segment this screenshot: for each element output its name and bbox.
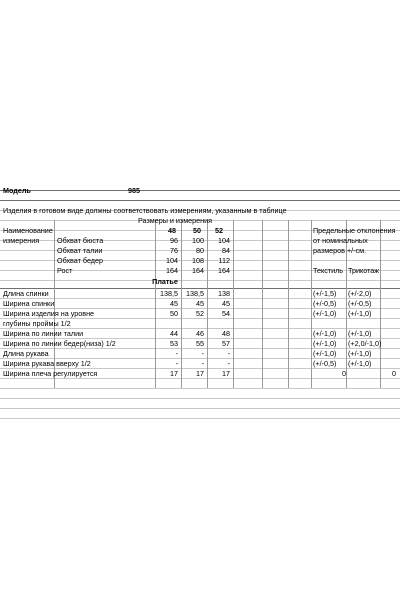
size-50-value: 46 <box>196 329 204 338</box>
garment-row-name: Ширина изделия на уровне <box>3 309 95 318</box>
grid-row-line <box>0 200 400 201</box>
size-50-value: 164 <box>192 266 204 275</box>
knit-tolerance: (+/-1,0) <box>348 359 372 368</box>
knit-tolerance: (+/-1,0) <box>348 349 372 358</box>
textile-tolerance: (+/-1,0) <box>313 309 337 318</box>
size-48-value: 96 <box>170 236 178 245</box>
name-header-line2: измерения <box>3 236 40 245</box>
grid-column-line <box>288 220 289 388</box>
size-50-value: 45 <box>196 299 204 308</box>
size-52-value: 54 <box>222 309 230 318</box>
section-title: Платье <box>152 277 178 286</box>
size-48-value: 17 <box>170 369 178 378</box>
grid-row-line <box>0 398 400 399</box>
size-50-header: 50 <box>193 226 201 235</box>
deviation-header-line1: Предельные отклонения <box>313 226 396 235</box>
garment-row-name: глубины проймы 1/2 <box>3 319 71 328</box>
size-50-value: 138,5 <box>186 289 204 298</box>
size-52-value: 104 <box>218 236 230 245</box>
textile-tolerance: (+/-1,0) <box>313 349 337 358</box>
size-48-value: 50 <box>170 309 178 318</box>
size-50-value: 52 <box>196 309 204 318</box>
size-50-value: 55 <box>196 339 204 348</box>
knit-tolerance: (+/-2,0) <box>348 289 372 298</box>
garment-row-name: Ширина спинки <box>3 299 55 308</box>
size-50-value: 100 <box>192 236 204 245</box>
deviation-header-line2: от номинальных <box>313 236 368 245</box>
grid-row-line <box>0 418 400 419</box>
grid-column-line <box>380 220 381 388</box>
size-50-value: 80 <box>196 246 204 255</box>
measurement-name: Обхват талии <box>57 246 103 255</box>
size-48-value: 53 <box>170 339 178 348</box>
size-50-value: - <box>201 349 204 358</box>
table-title: Размеры и измерения <box>138 216 212 225</box>
size-52-value: 48 <box>222 329 230 338</box>
textile-tolerance: 0 <box>342 369 346 378</box>
size-48-value: 44 <box>170 329 178 338</box>
size-50-value: 17 <box>196 369 204 378</box>
garment-row-name: Длина спинки <box>3 289 49 298</box>
textile-tolerance: (+/-1,5) <box>313 289 337 298</box>
textile-tolerance: (+/-0,5) <box>313 299 337 308</box>
grid-row-line <box>0 190 400 191</box>
size-50-value: 108 <box>192 256 204 265</box>
grid-row-line <box>0 388 400 389</box>
size-48-value: - <box>175 359 178 368</box>
size-48-value: 45 <box>170 299 178 308</box>
size-48-value: 104 <box>166 256 178 265</box>
size-48-value: - <box>175 349 178 358</box>
size-52-value: 45 <box>222 299 230 308</box>
measurement-name: Обхват бюста <box>57 236 104 245</box>
size-52-value: - <box>227 349 230 358</box>
deviation-header-line3: размеров +/-см. <box>313 246 367 255</box>
size-52-header: 52 <box>215 226 223 235</box>
size-48-value: 164 <box>166 266 178 275</box>
garment-row-name: Ширина по линии бедер(низа) 1/2 <box>3 339 116 348</box>
textile-tolerance: (+/-0,5) <box>313 359 337 368</box>
knit-tolerance: (+2,0/-1,0) <box>348 339 382 348</box>
knit-tolerance: (+/-0,5) <box>348 299 372 308</box>
size-52-value: 84 <box>222 246 230 255</box>
size-52-value: - <box>227 359 230 368</box>
size-48-value: 76 <box>170 246 178 255</box>
grid-row-line <box>0 408 400 409</box>
garment-row-name: Ширина рукава вверху 1/2 <box>3 359 91 368</box>
grid-column-line <box>262 220 263 388</box>
size-48-value: 138,5 <box>160 289 178 298</box>
knit-header: Трикотаж <box>348 266 380 275</box>
textile-header: Текстиль <box>313 266 344 275</box>
garment-row-name: Длина рукава <box>3 349 49 358</box>
note-text: Изделия в готовом виде должны соответствовать измерениям, указанным в таблице <box>3 206 287 215</box>
grid-column-line <box>311 220 312 388</box>
size-50-value: - <box>201 359 204 368</box>
textile-tolerance: (+/-1,0) <box>313 339 337 348</box>
size-48-header: 48 <box>168 226 176 235</box>
garment-row-name: Ширина плеча регулируется <box>3 369 98 378</box>
knit-tolerance: 0 <box>392 369 396 378</box>
size-52-value: 112 <box>218 256 230 265</box>
name-header-line1: Наименование <box>3 226 53 235</box>
model-label: Модель <box>3 186 31 195</box>
grid-column-line <box>233 220 234 388</box>
measurement-name: Рост <box>57 266 73 275</box>
size-52-value: 57 <box>222 339 230 348</box>
textile-tolerance: (+/-1,0) <box>313 329 337 338</box>
knit-tolerance: (+/-1,0) <box>348 329 372 338</box>
garment-row-name: Ширина по линии талии <box>3 329 84 338</box>
size-52-value: 164 <box>218 266 230 275</box>
knit-tolerance: (+/-1,0) <box>348 309 372 318</box>
model-number: 985 <box>128 186 140 195</box>
measurement-name: Обхват бедер <box>57 256 103 265</box>
size-52-value: 17 <box>222 369 230 378</box>
grid-row-line <box>0 378 400 379</box>
size-52-value: 138 <box>218 289 230 298</box>
